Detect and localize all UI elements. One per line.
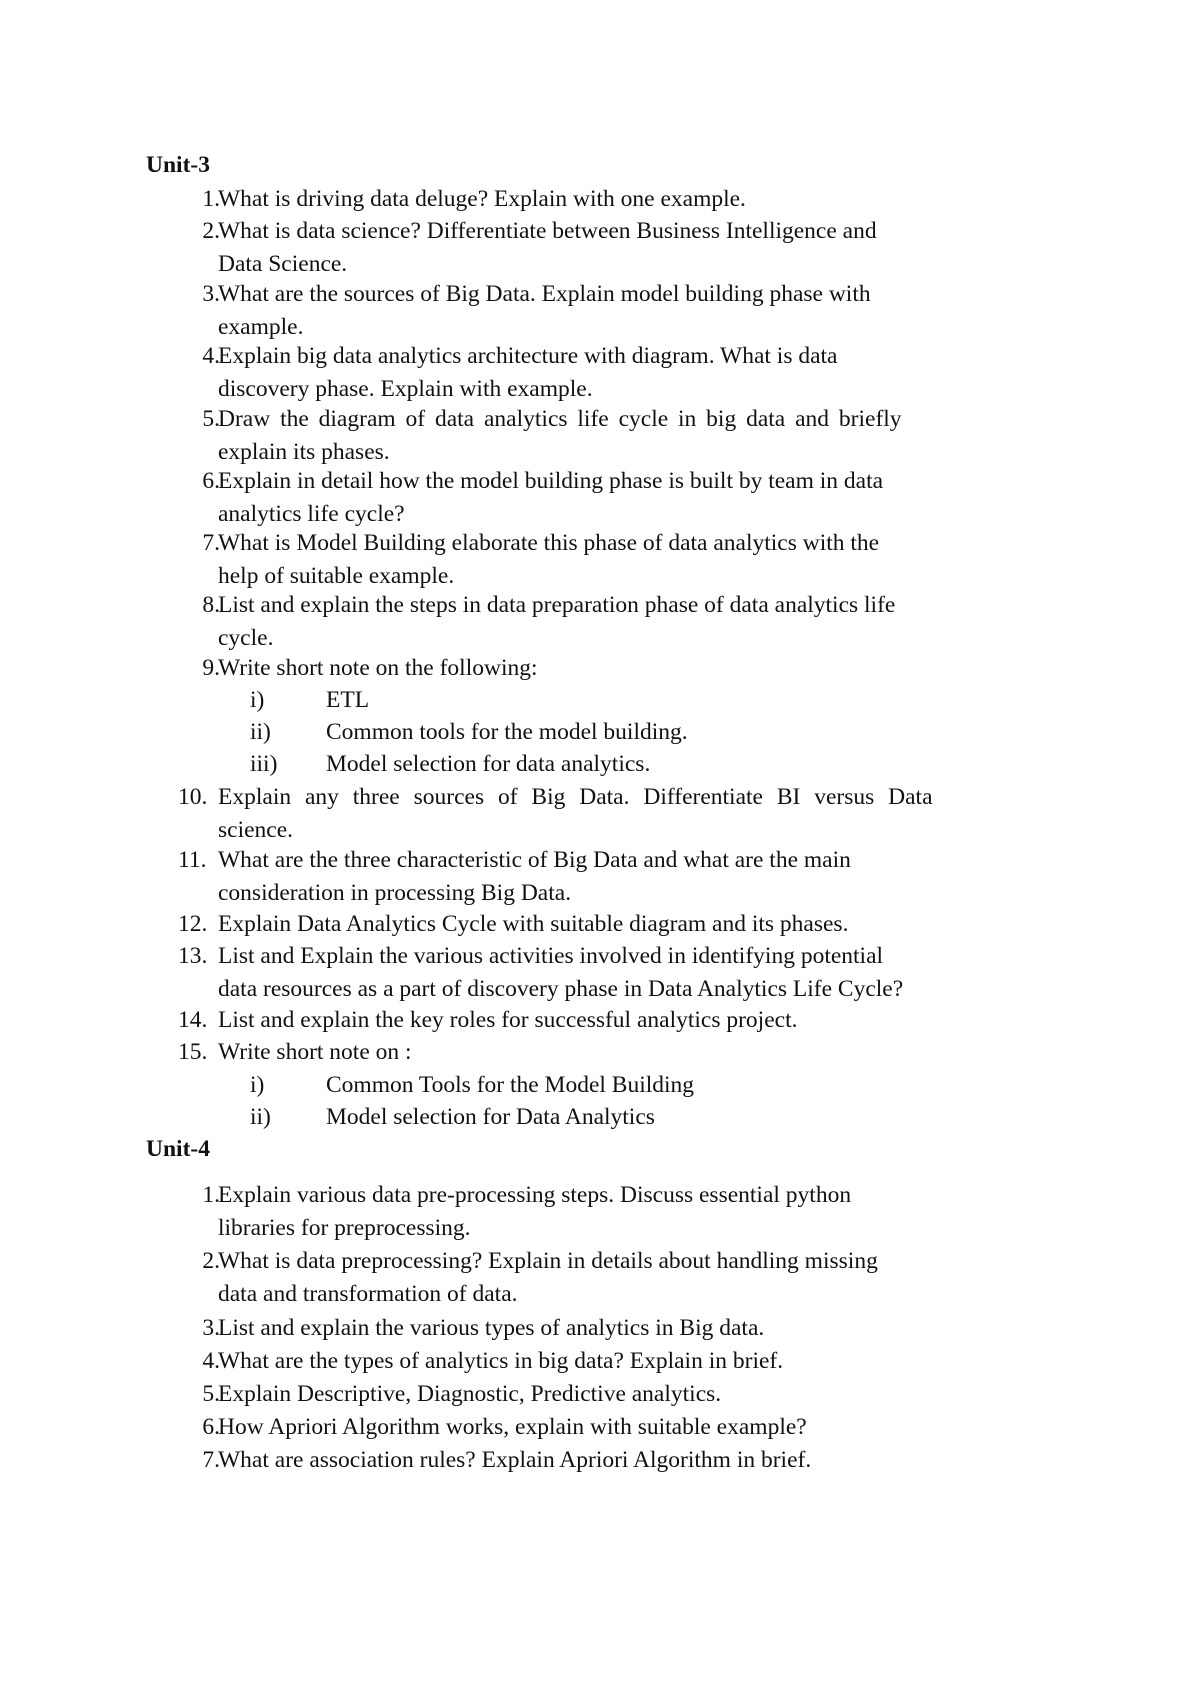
unit4-question-7 bbox=[170, 1444, 1070, 1477]
question-line: What are the three characteristic of Big Data and what are the main bbox=[218, 847, 851, 873]
question-number: 13. bbox=[178, 943, 208, 969]
question-line: discovery phase. Explain with example. bbox=[218, 375, 593, 402]
question-number: 15. bbox=[178, 1039, 208, 1065]
unit3-question-14 bbox=[170, 1004, 1070, 1037]
unit4-question-5 bbox=[170, 1378, 1070, 1411]
question-line: Write short note on the following: bbox=[218, 655, 538, 681]
question-number: 5. bbox=[202, 406, 220, 432]
unit3-question-9 bbox=[170, 652, 1070, 685]
unit3-question-12 bbox=[170, 908, 1070, 941]
question-line: data and transformation of data. bbox=[218, 1280, 518, 1307]
question-line: List and explain the various types of analytics in Big data. bbox=[218, 1315, 765, 1341]
unit3-question-10 bbox=[170, 781, 1070, 846]
question-line: help of suitable example. bbox=[218, 562, 455, 589]
question-line: science. bbox=[218, 816, 294, 843]
subitem-number: i) bbox=[250, 1072, 265, 1098]
question-line: What is data preprocessing? Explain in details about handling missing bbox=[218, 1248, 878, 1274]
question-number: 8. bbox=[202, 592, 220, 618]
unit3-question-7 bbox=[170, 527, 1070, 592]
question-line: data resources as a part of discovery phase in Data Analytics Life Cycle? bbox=[218, 975, 904, 1002]
unit3-question-1 bbox=[170, 183, 1070, 216]
question-number: 6. bbox=[202, 468, 220, 494]
question-line: Explain in detail how the model building phase is built by team in data bbox=[218, 468, 884, 494]
question-number: 10. bbox=[178, 784, 208, 810]
question-line: libraries for preprocessing. bbox=[218, 1214, 471, 1241]
question-line: consideration in processing Big Data. bbox=[218, 879, 572, 906]
question-line: Explain various data pre-processing steps. Discuss essential python bbox=[218, 1182, 852, 1208]
subitem-text: ETL bbox=[326, 687, 370, 713]
question-line: What is driving data deluge? Explain with one example. bbox=[218, 186, 746, 212]
question-line: cycle. bbox=[218, 624, 274, 651]
unit3-question-5 bbox=[170, 403, 1070, 468]
unit3-question-4 bbox=[170, 340, 1070, 405]
question-number: 11. bbox=[178, 847, 207, 873]
question-number: 7. bbox=[202, 1447, 220, 1473]
subitem-text: Common tools for the model building. bbox=[326, 719, 688, 745]
question-number: 1. bbox=[202, 186, 220, 212]
unit3-question-13 bbox=[170, 940, 1070, 1005]
unit3-question-8 bbox=[170, 589, 1070, 654]
question-line: What are association rules? Explain Apriori Algorithm in brief. bbox=[218, 1447, 812, 1473]
question-number: 4. bbox=[202, 343, 220, 369]
question-line: How Apriori Algorithm works, explain with suitable example? bbox=[218, 1414, 807, 1440]
subitem-number: i) bbox=[250, 687, 265, 713]
question-number: 6. bbox=[202, 1414, 220, 1440]
question-line: List and Explain the various activities involved in identifying potential bbox=[218, 943, 884, 969]
unit4-question-2 bbox=[170, 1245, 1070, 1310]
subitem-number: ii) bbox=[250, 719, 271, 745]
question-line: Draw the diagram of data analytics life cycle in big data and briefly bbox=[218, 406, 902, 432]
question-number: 9. bbox=[202, 655, 220, 681]
unit-3-heading: Unit-3 bbox=[146, 152, 210, 178]
question-line: Explain Data Analytics Cycle with suitable diagram and its phases. bbox=[218, 911, 849, 937]
question-number: 7. bbox=[202, 530, 220, 556]
unit4-question-6 bbox=[170, 1411, 1070, 1444]
question-number: 3. bbox=[202, 281, 220, 307]
question-line: Explain Descriptive, Diagnostic, Predictive analytics. bbox=[218, 1381, 722, 1407]
question-number: 14. bbox=[178, 1007, 208, 1033]
question-line: List and explain the steps in data preparation phase of data analytics life bbox=[218, 592, 896, 618]
question-number: 12. bbox=[178, 911, 208, 937]
subitem-number: iii) bbox=[250, 751, 278, 777]
question-line: What is Model Building elaborate this phase of data analytics with the bbox=[218, 530, 880, 556]
unit-4-heading: Unit-4 bbox=[146, 1136, 210, 1162]
question-line: example. bbox=[218, 313, 304, 340]
question-number: 1. bbox=[202, 1182, 220, 1208]
question-line: Explain big data analytics architecture with diagram. What is data bbox=[218, 343, 838, 369]
question-number: 3. bbox=[202, 1315, 220, 1341]
question-line: What are the sources of Big Data. Explain model building phase with bbox=[218, 281, 871, 307]
question-line: List and explain the key roles for successful analytics project. bbox=[218, 1007, 798, 1033]
question-line: analytics life cycle? bbox=[218, 500, 405, 527]
subitem-text: Model selection for Data Analytics bbox=[326, 1104, 655, 1130]
question-line: Write short note on : bbox=[218, 1039, 412, 1065]
unit4-question-1 bbox=[170, 1179, 1070, 1244]
subitem-text: Common Tools for the Model Building bbox=[326, 1072, 695, 1098]
unit4-question-3 bbox=[170, 1312, 1070, 1345]
subitem-text: Model selection for data analytics. bbox=[326, 751, 651, 777]
question-line: explain its phases. bbox=[218, 438, 390, 465]
unit3-question-11 bbox=[170, 844, 1070, 909]
unit3-question-15 bbox=[170, 1036, 1070, 1069]
unit3-question-3 bbox=[170, 278, 1070, 343]
question-line: What are the types of analytics in big data? Explain in brief. bbox=[218, 1348, 784, 1374]
subitem-number: ii) bbox=[250, 1104, 271, 1130]
question-number: 5. bbox=[202, 1381, 220, 1407]
unit3-question-6 bbox=[170, 465, 1070, 530]
question-line: Explain any three sources of Big Data. Differentiate BI versus Data bbox=[218, 784, 933, 810]
unit4-question-4 bbox=[170, 1345, 1070, 1378]
question-number: 2. bbox=[202, 1248, 220, 1274]
question-line: What is data science? Differentiate between Business Intelligence and bbox=[218, 218, 877, 244]
question-line: Data Science. bbox=[218, 250, 348, 277]
question-number: 2. bbox=[202, 218, 220, 244]
unit3-question-2 bbox=[170, 215, 1070, 280]
question-number: 4. bbox=[202, 1348, 220, 1374]
